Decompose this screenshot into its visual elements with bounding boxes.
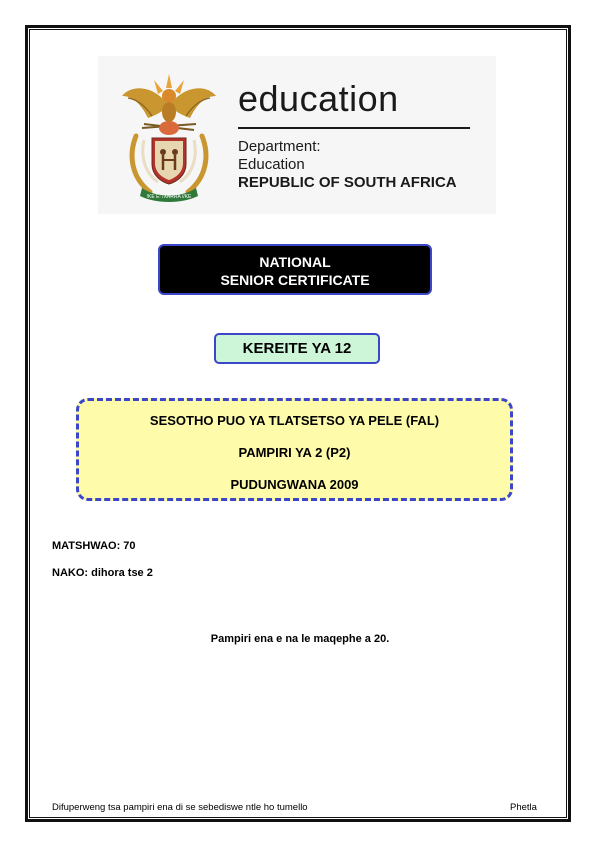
coat-of-arms-icon: [114, 66, 224, 206]
department-label: Department:: [238, 138, 321, 155]
department-logo: [98, 56, 496, 214]
crest-motto: !KE E: /XARRA //KE: [146, 194, 192, 200]
grade-label: KEREITE YA 12: [214, 333, 380, 364]
copyright-note: Difuperweng tsa pampiri ena di se sebediswe ntle ho tumello: [52, 802, 308, 813]
certificate-title-box: [158, 244, 432, 295]
exam-session: PUDUNGWANA 2009: [230, 477, 359, 492]
time-info: NAKO: dihora tse 2: [52, 567, 153, 579]
education-wordmark: education: [238, 78, 399, 119]
subject-box: [76, 398, 513, 501]
page-count-note: Pampiri ena e na le maqephe a 20.: [210, 633, 390, 645]
certificate-line-2: SENIOR CERTIFICATE: [220, 272, 370, 288]
turn-over-label: Phetla: [510, 802, 537, 813]
country-name: REPUBLIC OF SOUTH AFRICA: [238, 174, 457, 191]
certificate-line-1: NATIONAL: [259, 254, 331, 270]
marks-info: MATSHWAO: 70: [52, 540, 136, 552]
paper-number: PAMPIRI YA 2 (P2): [238, 445, 351, 460]
subject-name: SESOTHO PUO YA TLATSETSO YA PELE (FAL): [149, 413, 440, 428]
wordmark-underline: [238, 127, 470, 129]
department-name: Education: [238, 156, 305, 173]
